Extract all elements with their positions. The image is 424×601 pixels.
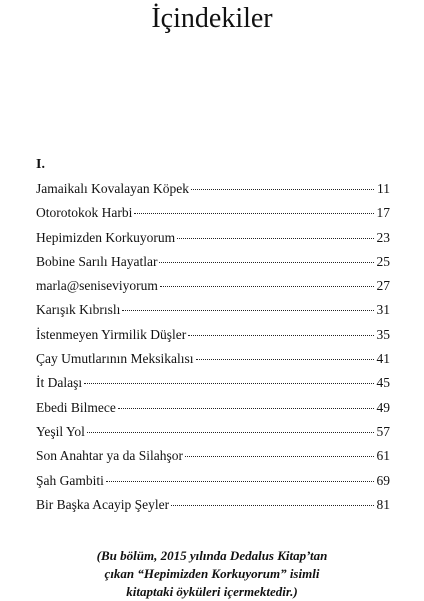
toc-entry (36, 301, 390, 325)
dot-leader (185, 456, 374, 457)
dot-leader (84, 383, 374, 384)
toc-entry-page: 35 (376, 326, 390, 342)
section-note-line: çıkan “Hepimizden Korkuyorum” isimli (104, 566, 320, 581)
dot-leader (122, 310, 374, 311)
dot-leader (118, 408, 374, 409)
section-note (0, 547, 424, 601)
dot-leader (171, 505, 374, 506)
dot-leader (191, 189, 374, 190)
dot-leader (160, 286, 374, 287)
toc-entry (36, 277, 390, 301)
toc-entry (36, 423, 390, 447)
toc-entry-page: 27 (376, 278, 390, 294)
toc-entry (36, 326, 390, 350)
toc-entry-page: 69 (376, 472, 390, 488)
toc-entry-title: Karışık Kıbrıslı (36, 302, 121, 318)
toc-entry-page: 25 (376, 253, 390, 269)
section-heading: I. (36, 157, 45, 172)
page-title: İçindekiler (151, 3, 273, 34)
toc-entry-page: 49 (376, 399, 390, 415)
toc-entry-page: 11 (377, 181, 390, 196)
dot-leader (188, 335, 374, 336)
toc-entry (36, 229, 390, 253)
toc-entry (36, 399, 390, 423)
toc-entry (36, 374, 390, 398)
toc-entry-title: Otorotokok Harbi (36, 205, 133, 221)
toc-entry-title: Hepimizden Korkuyorum (36, 229, 176, 245)
toc-entry (36, 472, 390, 496)
toc-entry-title: Şah Gambiti (36, 472, 104, 488)
toc-entry-title: Jamaikalı Kovalayan Köpek (36, 181, 189, 196)
toc-entry (36, 204, 390, 228)
toc-entry (36, 253, 390, 277)
toc-entry-title: İt Dalaşı (36, 375, 83, 391)
toc-entry (36, 496, 390, 520)
toc-entry-page: 57 (376, 423, 390, 439)
dot-leader (134, 213, 374, 214)
toc-entry-page: 61 (376, 448, 390, 464)
toc-entry-title: Bir Başka Acayip Şeyler (36, 496, 170, 512)
toc-entry-title: Bobine Sarılı Hayatlar (36, 253, 158, 269)
toc-entry-page: 17 (376, 205, 390, 221)
toc-entry-page: 45 (376, 375, 390, 391)
toc-entry-page: 81 (376, 496, 390, 512)
toc-entry-title: Çay Umutlarının Meksikalısı (36, 351, 194, 367)
toc-entry (36, 180, 390, 204)
toc-entry-page: 41 (376, 351, 390, 367)
toc-entry-title: Yeşil Yol (36, 423, 85, 439)
toc-entry-page: 23 (376, 229, 390, 245)
section-note-line: (Bu bölüm, 2015 yılında Dedalus Kitap’tan (96, 548, 328, 563)
dot-leader (87, 432, 374, 433)
toc-entry-title: Son Anahtar ya da Silahşor (36, 448, 183, 464)
dot-leader (177, 238, 374, 239)
dot-leader (106, 481, 374, 482)
dot-leader (196, 359, 375, 360)
section-note-line: kitaptaki öyküleri içermektedir.) (126, 584, 298, 599)
toc-entry-title: İstenmeyen Yirmilik Düşler (36, 326, 187, 342)
toc-entry (36, 350, 390, 374)
toc-entry (36, 447, 390, 471)
dot-leader (159, 262, 374, 263)
table-of-contents (36, 180, 390, 520)
toc-entry-title: Ebedi Bilmece (36, 399, 116, 415)
toc-entry-page: 31 (376, 302, 390, 318)
toc-entry-title: marla@seniseviyorum (36, 278, 158, 294)
